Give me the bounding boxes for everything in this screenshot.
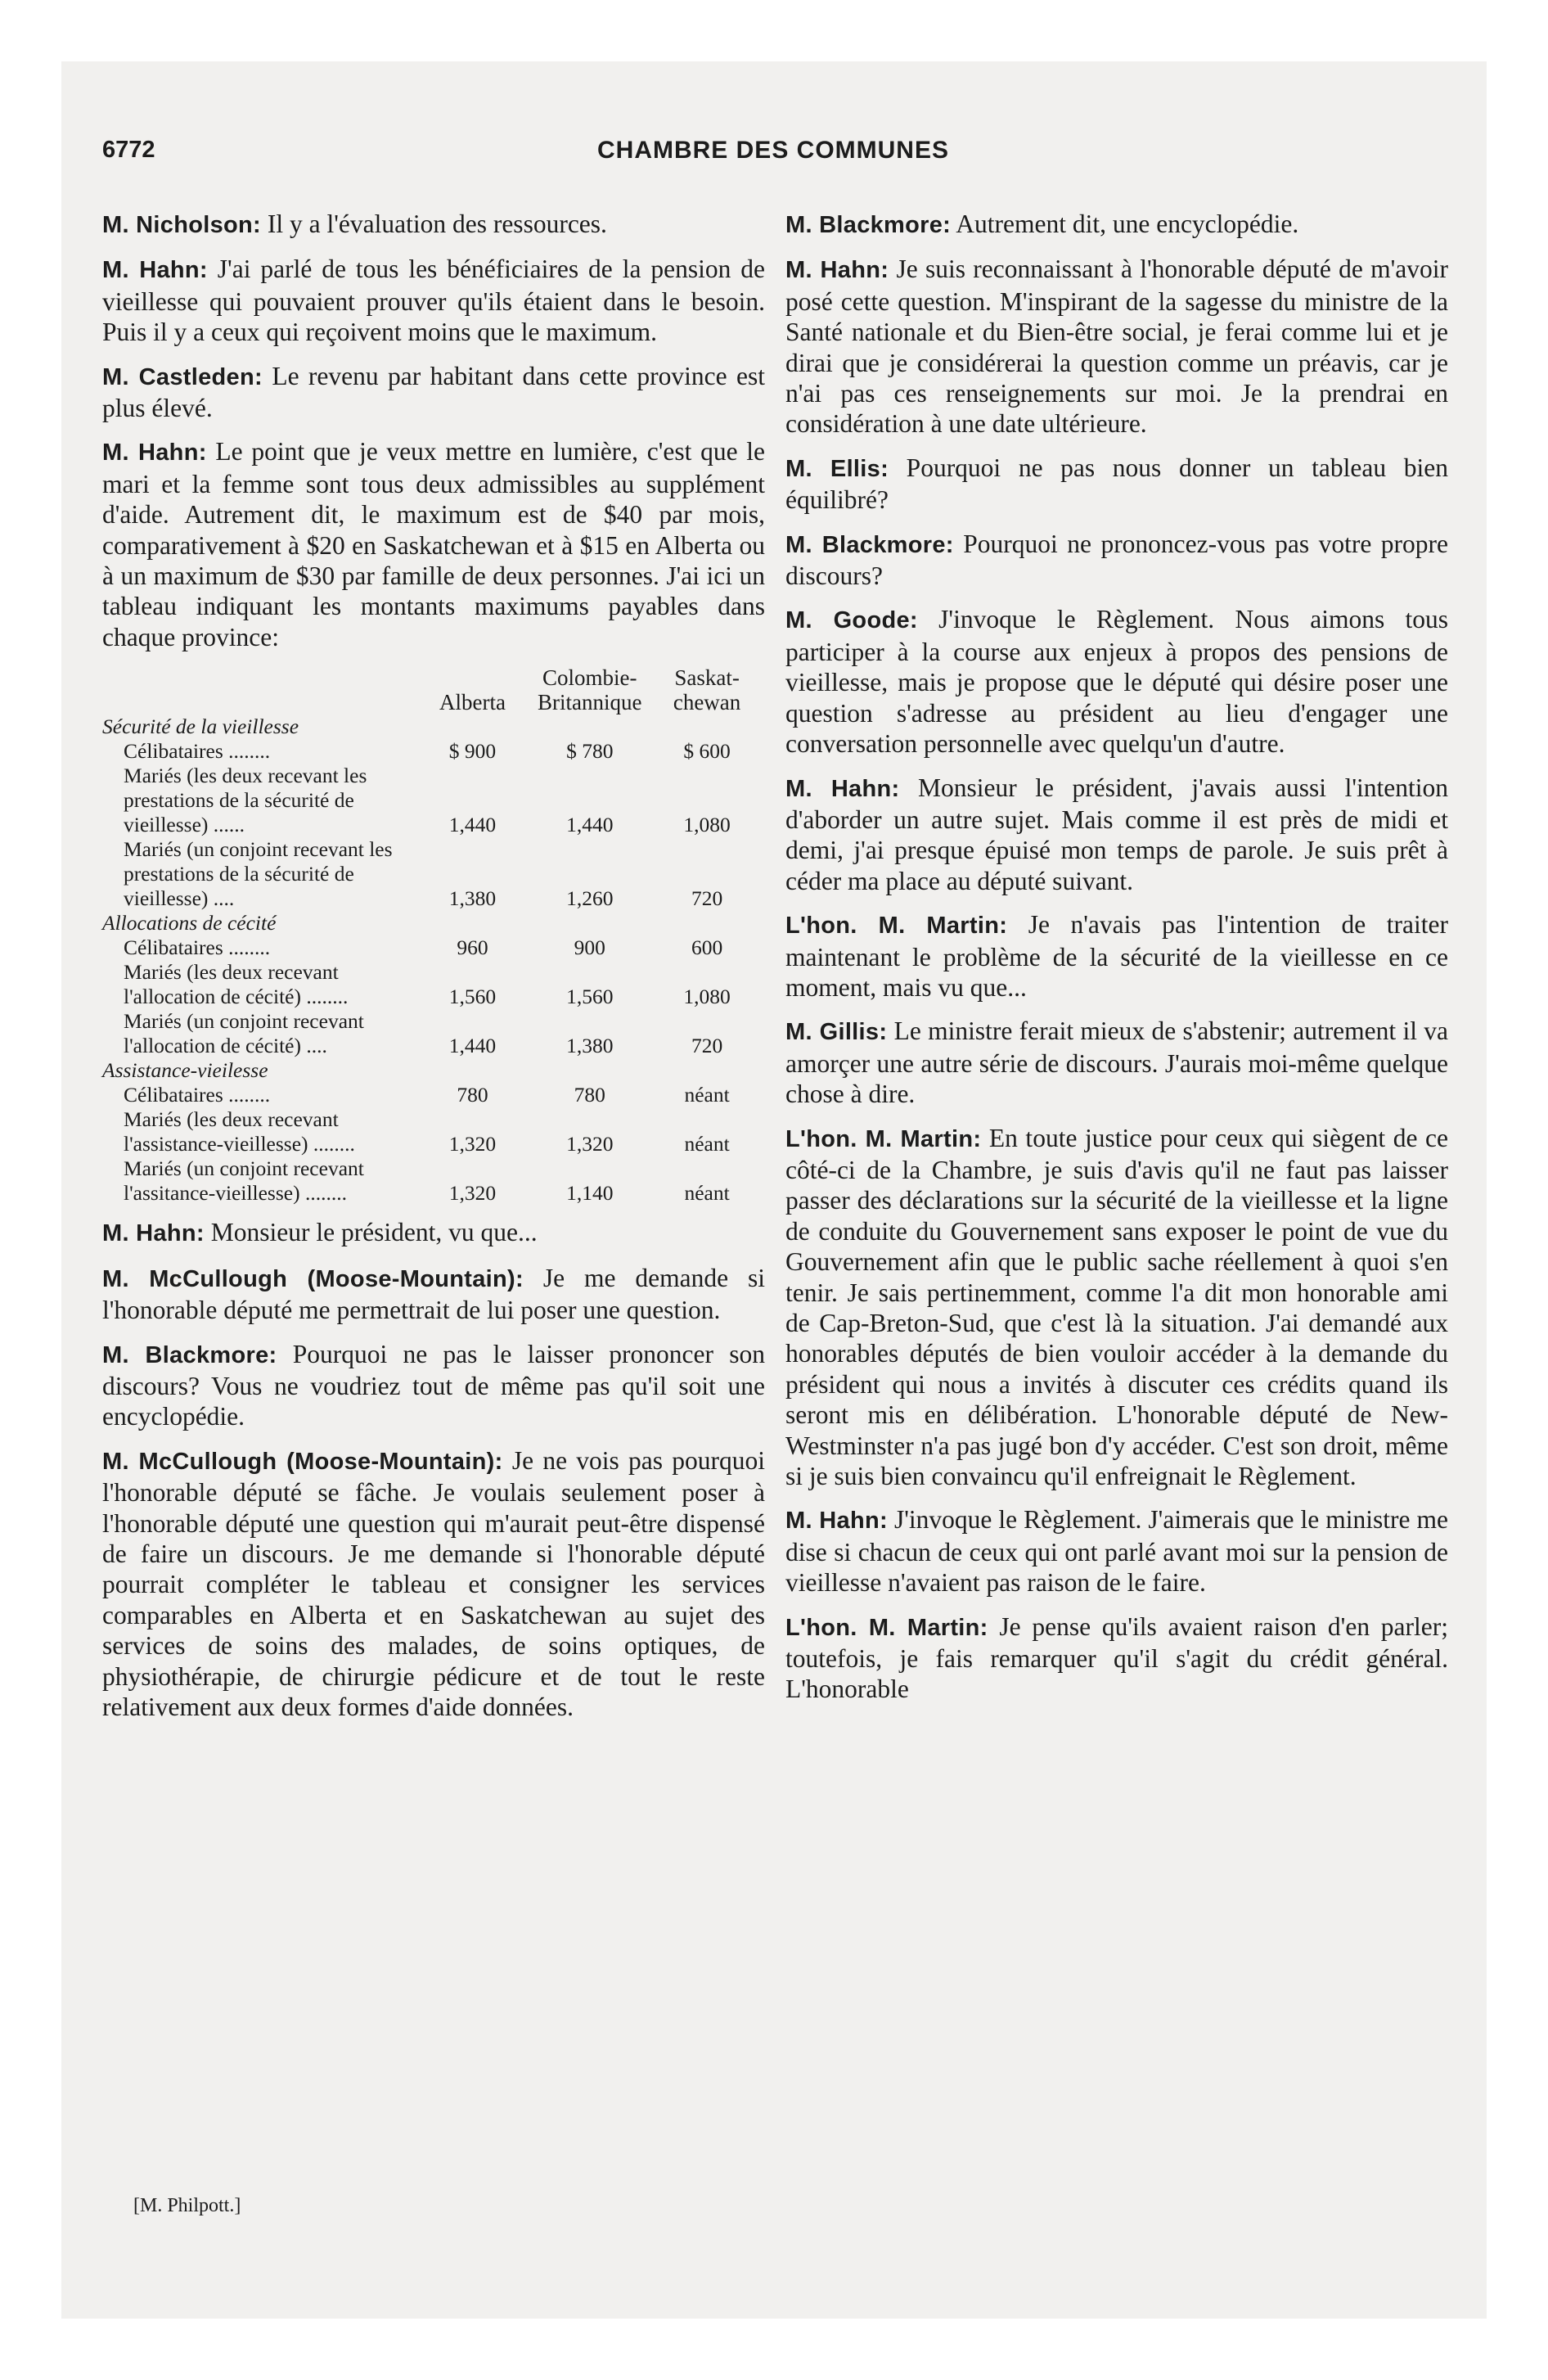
cell-value: néant <box>684 1083 730 1107</box>
paragraph <box>785 1611 1448 1705</box>
table-section-title: Allocations de cécité <box>102 911 277 935</box>
speaker-name: M. Hahn: <box>785 1508 888 1535</box>
paragraph <box>785 604 1448 759</box>
cell-value: 600 <box>691 935 723 960</box>
paragraph <box>785 453 1448 516</box>
speaker-name: L'hon. M. Martin: <box>785 913 1008 940</box>
speaker-name: M. Castleden: <box>102 363 263 390</box>
row-label: Mariés (les deux recevant l'assistance-vieillesse) ........ <box>124 1107 355 1156</box>
cell-value: 1,320 <box>448 1132 497 1156</box>
left-column <box>102 209 765 1735</box>
speech-text: J'ai parlé de tous les bénéficiaires de la pension de vieillesse qui pouvaient prouver qu'ils étaient dans le besoin. Puis il y a ceux qui reçoivent moins que le maximum. <box>102 255 765 347</box>
speech-text: Monsieur le président, vu que... <box>210 1218 538 1247</box>
paragraph <box>102 1339 765 1432</box>
paragraph <box>785 909 1448 1003</box>
running-title: CHAMBRE DES COMMUNES <box>596 137 949 164</box>
speaker-name: M. McCullough (Moose-Mountain): <box>102 1448 503 1475</box>
row-label: Célibataires ........ <box>124 739 271 764</box>
cell-value: 1,440 <box>448 1034 497 1058</box>
row-label: Mariés (les deux recevant les prestations de la sécurité de vieillesse) ...... <box>124 764 367 837</box>
cell-value: $ 900 <box>448 739 497 764</box>
speaker-name: M. Gillis: <box>785 1019 888 1046</box>
cell-value: 780 <box>574 1083 605 1107</box>
speaker-name: M. McCullough (Moose-Mountain): <box>102 1265 524 1292</box>
paragraph <box>785 529 1448 592</box>
paragraph <box>785 1123 1448 1492</box>
column-header: Colombie-Britannique <box>538 665 642 715</box>
pension-table <box>102 665 765 1206</box>
row-label: Mariés (un conjoint recevant les prestations de la sécurité de vieillesse) .... <box>124 837 393 911</box>
cell-value: 720 <box>691 1034 723 1058</box>
speaker-name: M. Hahn: <box>785 257 889 284</box>
table-row <box>102 1107 765 1156</box>
table-header-row <box>102 665 765 714</box>
speech-text: Je ne vois pas pourquoi l'honorable député se fâche. Je voulais seulement poser à l'honorable député une question qui m'aurait peut-être dispensé de faire un discours. Je me demande si l'honorable député pourrait compléter le tableau et consigner les services comparables en Alberta et en Saskatchewan au sujet des services de soins des malades, de soins optiques, de physiothérapie, de chirurgie pédicure et de tout le reste relativement aux deux formes d'aide données. <box>102 1445 766 1721</box>
table-row <box>102 739 765 764</box>
speech-text: Pourquoi ne prononcez-vous pas votre propre discours? <box>785 529 1448 591</box>
table-section-title: Assistance-vieilesse <box>102 1058 268 1083</box>
row-label: Célibataires ........ <box>124 935 271 960</box>
cell-value: néant <box>684 1132 730 1156</box>
speech-text: Je pense qu'ils avaient raison d'en parler; toutefois, je fais remarquer qu'il s'agit du crédit général. L'honorable <box>785 1611 1449 1704</box>
cell-value: 720 <box>691 886 723 911</box>
speaker-name: M. Hahn: <box>102 257 208 284</box>
paragraph <box>102 254 765 347</box>
cell-value: 1,260 <box>566 886 614 911</box>
speaker-name: L'hon. M. Martin: <box>785 1125 982 1152</box>
speech-text: Monsieur le président, j'avais aussi l'intention d'aborder un autre sujet. Mais comme il est près de midi et demi, j'ai presque épuisé mon temps de parole. Je suis prêt à céder ma place au député suivant. <box>785 773 1448 895</box>
cell-value: 1,440 <box>448 813 497 837</box>
paragraph <box>102 209 765 241</box>
table-row <box>102 837 765 911</box>
paragraph <box>102 1263 765 1326</box>
cell-value: 1,320 <box>566 1132 614 1156</box>
row-label: Mariés (les deux recevant l'allocation de cécité) ........ <box>124 960 349 1009</box>
paragraph <box>102 1445 765 1723</box>
cell-value: 1,560 <box>566 985 614 1009</box>
speaker-name: M. Hahn: <box>102 439 207 467</box>
paragraph <box>102 361 765 424</box>
page <box>61 61 1487 2319</box>
row-label: Mariés (un conjoint recevant l'assitance-vieillesse) ........ <box>124 1156 364 1206</box>
speech-text: En toute justice pour ceux qui siègent de ce côté-ci de la Chambre, je suis d'avis qu'il ne faut pas laisser passer des déclarations sur la sécurité de la vieillesse et la ligne de conduite du Gouvernement sans exposer le point de vue du Gouvernement afin que le public sache réellement à quoi s'en tenir. Je sais pertinemment, comme l'a dit mon honorable ami de Cap-Breton-Sud, que c'est là la situation. J'ai demandé aux honorables députés de bien vouloir accéder à la demande du président qui nous a invités à discuter ces crédits quand ils seront mis en délibération. L'honorable député de New-Westminster n'a pas jugé bon d'y accéder. C'est son droit, même si je suis bien convaincu qu'il enfreignait le Règlement. <box>785 1123 1449 1491</box>
cell-value: 1,080 <box>683 813 731 837</box>
row-label: Célibataires ........ <box>124 1083 271 1107</box>
page-footer: [M. Philpott.] <box>133 2195 241 2216</box>
speech-text: Le point que je veux mettre en lumière, c'est que le mari et la femme sont tous deux admissibles au supplément d'aide. Autrement dit, le maximum est de $40 par mois, comparativement à $20 en Saskatchewan et à $15 en Alberta ou à un maximum de $30 par famille de deux personnes. J'ai ici un tableau indiquant les montants maximums payables dans chaque province: <box>102 437 766 651</box>
table-row <box>102 960 765 1009</box>
speech-text: J'invoque le Règlement. J'aimerais que le ministre me dise si chacun de ceux qui ont parlé avant moi sur la pension de vieillesse n'avaient pas raison de le faire. <box>785 1505 1448 1598</box>
speaker-name: M. Blackmore: <box>785 212 952 238</box>
cell-value: $ 600 <box>683 739 731 764</box>
cell-value: 1,380 <box>448 886 497 911</box>
cell-value: 1,440 <box>566 813 614 837</box>
speaker-name: M. Ellis: <box>785 455 889 482</box>
paragraph <box>785 773 1448 897</box>
column-header: Alberta <box>439 690 506 715</box>
cell-value: 1,140 <box>566 1181 614 1206</box>
cell-value: 960 <box>457 935 488 960</box>
paragraph <box>785 1016 1448 1109</box>
cell-value: $ 780 <box>566 739 614 764</box>
paragraph <box>785 254 1448 439</box>
cell-value: 1,380 <box>566 1034 614 1058</box>
table-section-title: Sécurité de la vieillesse <box>102 714 299 739</box>
cell-value: 1,320 <box>448 1181 497 1206</box>
speech-text: Je suis reconnaissant à l'honorable député de m'avoir posé cette question. M'inspirant de la sagesse du ministre de la Santé nationale et du Bien-être social, je ferai comme lui et je dirai que je considérerai la question comme un préavis, car je n'ai pas ces renseignements sur moi. Je la prendrai en considération à une date ultérieure. <box>785 255 1448 439</box>
speaker-name: M. Goode: <box>785 607 918 634</box>
cell-value: 780 <box>457 1083 488 1107</box>
cell-value: néant <box>684 1181 730 1206</box>
speech-text: Je me demande si l'honorable député me permettrait de lui poser une question. <box>102 1263 765 1325</box>
paragraph <box>102 1217 765 1249</box>
table-row <box>102 935 765 960</box>
speaker-name: M. Hahn: <box>102 1220 205 1247</box>
speech-text: Je n'avais pas l'intention de traiter maintenant le problème de la sécurité de la vieillesse en ce moment, mais vu que... <box>785 910 1448 1002</box>
table-section-row <box>102 1058 765 1083</box>
speaker-name: L'hon. M. Martin: <box>785 1614 988 1641</box>
speech-text: Autrement dit, une encyclopédie. <box>956 210 1299 238</box>
cell-value: 900 <box>574 935 605 960</box>
speech-text: Le ministre ferait mieux de s'abstenir; autrement il va amorçer une autre série de discours. J'aurais moi-même quelque chose à dire. <box>785 1016 1448 1109</box>
speaker-name: M. Blackmore: <box>785 531 954 558</box>
cell-value: 1,560 <box>448 985 497 1009</box>
cell-value: 1,080 <box>683 985 731 1009</box>
page-header <box>102 137 1444 169</box>
speech-text: Le revenu par habitant dans cette province est plus élevé. <box>102 361 765 423</box>
speaker-name: M. Hahn: <box>785 775 900 802</box>
table-section-row <box>102 714 765 739</box>
table-row <box>102 1009 765 1058</box>
speech-text: Pourquoi ne pas le laisser prononcer son discours? Vous ne voudriez tout de même pas qu'il soit une encyclopédie. <box>102 1339 765 1431</box>
speech-text: Il y a l'évaluation des ressources. <box>267 210 607 238</box>
table-row <box>102 1156 765 1206</box>
speech-text: Pourquoi ne pas nous donner un tableau bien équilibré? <box>785 453 1448 515</box>
speech-text: J'invoque le Règlement. Nous aimons tous participer à la course aux enjeux à propos des pensions de vieillesse, mais je propose que le député qui désire poser une question s'adresse au président au lieu d'engager une conversation personnelle avec quelqu'un d'autre. <box>785 605 1448 759</box>
speaker-name: M. Blackmore: <box>102 1341 277 1368</box>
column-header: Saskat-chewan <box>673 665 741 715</box>
paragraph <box>785 1504 1448 1598</box>
paragraph <box>102 436 765 652</box>
right-column <box>785 209 1448 1718</box>
paragraph <box>785 209 1448 241</box>
table-row <box>102 1083 765 1107</box>
row-label: Mariés (un conjoint recevant l'allocation de cécité) .... <box>124 1009 364 1058</box>
page-number: 6772 <box>102 137 155 163</box>
table-section-row <box>102 911 765 935</box>
table-row <box>102 764 765 837</box>
speaker-name: M. Nicholson: <box>102 212 261 238</box>
